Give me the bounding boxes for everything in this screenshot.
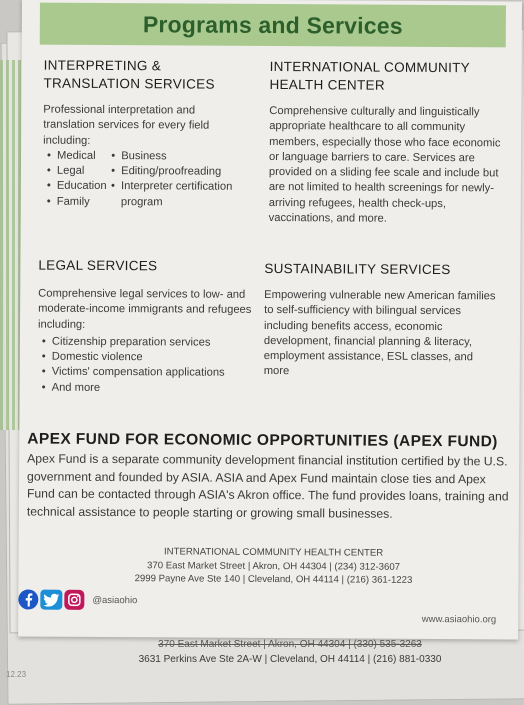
- legal-service-list: [40, 334, 252, 396]
- list-item: • And more: [40, 380, 252, 397]
- list-item: • Editing/proofreading: [109, 164, 255, 180]
- service-list-col1: [45, 149, 110, 211]
- apex-body: Apex Fund is a separate community development financial institution certified by the U.S. government and founded by ASIA. ASIA and Apex Fund maintain close ties and Apex Fund can be contacted through ASIA's Akron office. The fund provides loans, training and technical assistance to people starting or growing small businesses.: [26, 451, 509, 521]
- section-interpreting: [43, 57, 256, 211]
- list-item: • Interpreter certification program: [109, 179, 255, 210]
- page-title: Programs and Services: [142, 10, 403, 39]
- list-item: • Business: [109, 149, 255, 165]
- underlying-address-line: 3631 Perkins Ave Ste 2A-W | Cleveland, OH 44114 | (216) 881-0330: [138, 653, 442, 665]
- list-item: • Victims' compensation applications: [40, 365, 252, 382]
- section-heading: LEGAL SERVICES: [38, 257, 158, 274]
- underlying-page-address: [60, 638, 520, 667]
- address-line: 370 East Market Street | Akron, OH 44304 | (234) 312-3607: [147, 559, 401, 573]
- list-item: • Citizenship preparation services: [40, 334, 252, 351]
- list-item: • Domestic violence: [40, 350, 252, 367]
- section-heading: [269, 58, 505, 95]
- title-band: [40, 3, 506, 48]
- list-item: • Education: [45, 179, 109, 195]
- section-body: Professional interpretation and translation services for every field including:: [43, 103, 210, 147]
- social-handle[interactable]: @asiaohio: [92, 594, 138, 606]
- section-sustainability: [264, 260, 501, 381]
- instagram-icon[interactable]: [64, 590, 84, 610]
- underlying-address-line: 370 East Market Street | Akron, OH 44304 | (330) 535-3263: [158, 639, 422, 650]
- list-item: • Family: [45, 194, 109, 210]
- list-item: • Legal: [45, 164, 109, 180]
- twitter-icon[interactable]: [40, 590, 62, 610]
- section-body: Comprehensive culturally and linguistically appropriate healthcare to all community members, especially those who face economic or language barriers to care. Services are provided on a sliding fee scale and include but are not limited to health screenings for newly-arriving refugees, health check-ups, vaccinations, and more.: [268, 104, 501, 225]
- address-line: 2999 Payne Ave Ste 140 | Cleveland, OH 44114 | (216) 361-1223: [134, 573, 413, 587]
- section-health-center: [269, 58, 506, 228]
- section-heading: [43, 57, 255, 94]
- section-body: Comprehensive legal services to low- and moderate-income immigrants and refugees including:: [37, 287, 252, 331]
- heading-line: INTERPRETING &: [43, 57, 162, 74]
- address-line: INTERNATIONAL COMMUNITY HEALTH CENTER: [163, 546, 384, 559]
- heading-line: TRANSLATION SERVICES: [43, 75, 215, 92]
- heading-line: HEALTH CENTER: [269, 76, 385, 93]
- service-list-col2: [109, 149, 255, 211]
- facebook-icon[interactable]: [18, 589, 38, 609]
- stacked-page-edges: [0, 60, 22, 430]
- website-link[interactable]: www.asiaohio.org: [421, 613, 497, 626]
- brochure-page: [18, 0, 522, 640]
- heading-line: INTERNATIONAL COMMUNITY: [269, 58, 471, 76]
- section-heading: SUSTAINABILITY SERVICES: [264, 260, 451, 278]
- section-legal: [38, 257, 253, 397]
- section-body: Empowering vulnerable new American families to self-sufficiency with bilingual services including benefits access, economic development, financial planning & literacy, employment assistance, ESL classes, and more: [263, 288, 496, 378]
- service-list: [43, 148, 255, 210]
- page-corner-number: 12.23: [6, 670, 27, 679]
- list-item: • Medical: [45, 149, 109, 165]
- contact-address-block: [118, 545, 428, 588]
- apex-heading: APEX FUND FOR ECONOMIC OPPORTUNITIES (APEX FUND): [27, 430, 498, 451]
- social-links: [18, 589, 137, 610]
